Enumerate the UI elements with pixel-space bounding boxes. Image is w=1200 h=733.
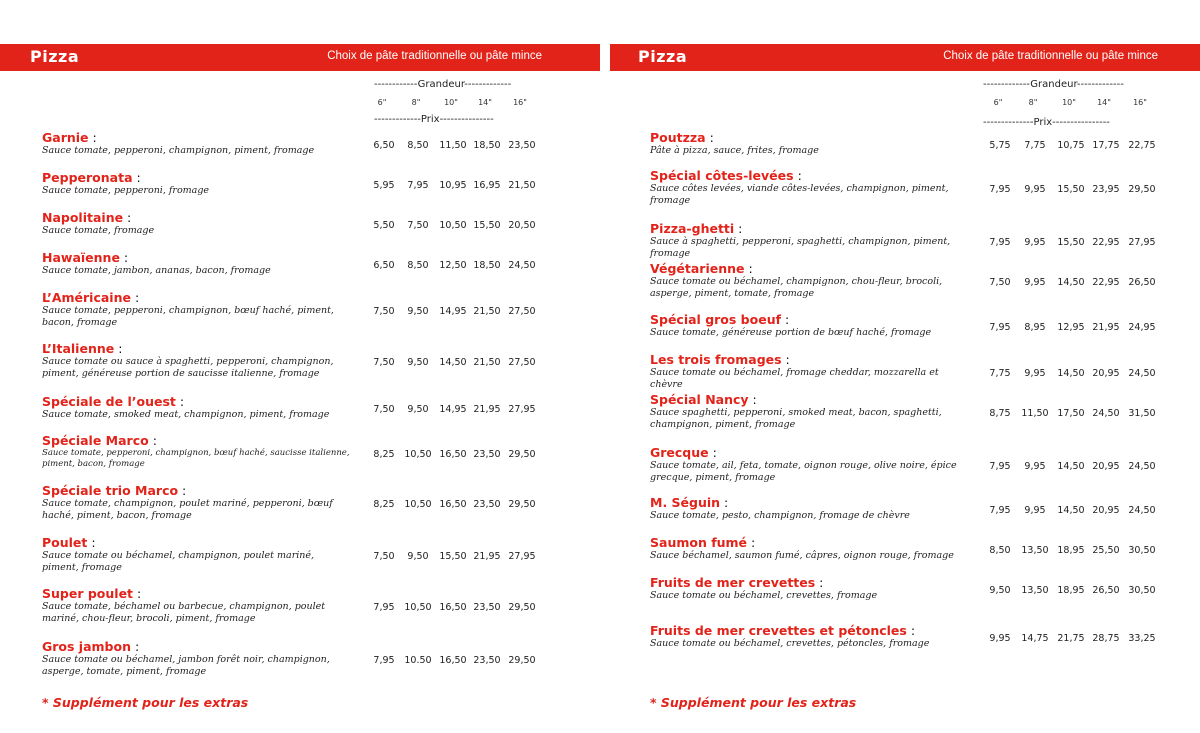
menu-item-name-text: Pizza-ghetti <box>650 221 735 236</box>
menu-item <box>42 483 352 522</box>
name-colon: : <box>114 341 123 356</box>
price-cell: 21,75 <box>1057 633 1085 644</box>
menu-item-name <box>650 535 960 550</box>
price-cell: 27,95 <box>1128 237 1156 248</box>
menu-item-name-text: Fruits de mer crevettes et pétoncles <box>650 623 907 638</box>
price-cell: 31,50 <box>1128 408 1156 419</box>
price-cell: 7,75 <box>1024 140 1046 151</box>
price-cell: 23,95 <box>1092 184 1120 195</box>
name-colon: : <box>906 623 916 638</box>
menu-item-name-text: Spéciale trio Marco <box>42 483 179 498</box>
name-colon: : <box>148 433 157 448</box>
size-label: 14" <box>1097 98 1111 107</box>
price-cell: 28,75 <box>1092 633 1120 644</box>
price-cell: 7,75 <box>989 368 1011 379</box>
price-cell: 8,75 <box>989 408 1011 419</box>
price-cell: 21,95 <box>1092 322 1120 333</box>
menu-item-name-text: Fruits de mer crevettes <box>650 575 816 590</box>
menu-item-description: Sauce tomate ou béchamel, jambon forêt noir, champignon, asperge, tomate, piment, fromage <box>42 654 330 677</box>
price-cell: 23,50 <box>473 655 501 666</box>
price-cell: 7,95 <box>407 180 429 191</box>
header-bar <box>0 44 600 71</box>
price-cell: 9,95 <box>1024 368 1046 379</box>
price-cell: 24,95 <box>1128 322 1156 333</box>
price-cell: 7,50 <box>373 306 395 317</box>
price-cell: 16,50 <box>439 602 467 613</box>
name-colon: : <box>708 445 717 460</box>
prix-header: -------------Prix--------------- <box>374 114 494 125</box>
menu-item-name <box>650 352 960 367</box>
price-cell: 7,50 <box>407 220 429 231</box>
name-colon: : <box>175 394 185 409</box>
price-cell: 26,50 <box>1128 277 1156 288</box>
price-cell: 7,95 <box>989 461 1011 472</box>
menu-item-description: Sauce tomate, ail, feta, tomate, oignon rouge, olive noire, épice grecque, piment, fromage <box>650 460 957 483</box>
price-cell: 15,50 <box>473 220 501 231</box>
menu-item <box>42 639 352 678</box>
price-cell: 9,50 <box>407 357 429 368</box>
name-colon: : <box>734 221 743 236</box>
price-cell: 24,50 <box>1128 505 1156 516</box>
menu-item-description: Sauce spaghetti, pepperoni, smoked meat, bacon, spaghetti, champignon, piment, fromage <box>650 407 942 430</box>
menu-item-description: Sauce tomate, pepperoni, champignon, piment, fromage <box>42 145 315 156</box>
price-cell: 21,50 <box>473 306 501 317</box>
menu-item-description: Sauce tomate, smoked meat, champignon, piment, fromage <box>42 409 330 420</box>
extras-note: * Supplément pour les extras <box>650 695 857 710</box>
menu-item <box>42 586 352 625</box>
menu-item-description: Sauce tomate ou béchamel, fromage cheddar, mozzarella et chèvre <box>650 367 939 390</box>
price-cell: 21,95 <box>473 404 501 415</box>
menu-item <box>650 495 960 522</box>
menu-item-name <box>42 535 352 550</box>
price-cell: 17,50 <box>1057 408 1085 419</box>
name-colon: : <box>705 130 714 145</box>
price-cell: 12,95 <box>1057 322 1085 333</box>
prix-header: --------------Prix---------------- <box>983 117 1110 128</box>
price-cell: 9,95 <box>1024 237 1046 248</box>
size-label: 14" <box>478 98 492 107</box>
price-cell: 18,50 <box>473 260 501 271</box>
menu-item-name-text: Poulet <box>42 535 88 550</box>
menu-item <box>42 170 352 197</box>
menu-item <box>42 341 352 380</box>
price-cell: 9,50 <box>407 306 429 317</box>
price-cell: 22,95 <box>1092 277 1120 288</box>
price-cell: 23,50 <box>473 499 501 510</box>
name-colon: : <box>744 261 753 276</box>
price-cell: 24,50 <box>1092 408 1120 419</box>
menu-item-description: Sauce tomate, jambon, ananas, bacon, fromage <box>42 265 271 276</box>
price-cell: 8,25 <box>373 499 395 510</box>
menu-item <box>42 250 352 277</box>
menu-item-name-text: Gros jambon <box>42 639 131 654</box>
section-subtitle: Choix de pâte traditionnelle ou pâte mince <box>327 50 542 62</box>
menu-item <box>650 261 960 300</box>
price-cell: 12,50 <box>439 260 467 271</box>
price-cell: 21,95 <box>473 551 501 562</box>
price-cell: 10,50 <box>404 499 432 510</box>
menu-item-name <box>650 168 960 183</box>
name-colon: : <box>781 352 790 367</box>
menu-item-description: Sauce béchamel, saumon fumé, câpres, oignon rouge, fromage <box>650 550 954 561</box>
menu-item-name-text: Napolitaine <box>42 210 124 225</box>
menu-item-name <box>42 210 352 225</box>
price-cell: 14,50 <box>1057 277 1085 288</box>
price-cell: 5,95 <box>373 180 395 191</box>
price-cell: 17,75 <box>1092 140 1120 151</box>
size-label: 10" <box>444 98 458 107</box>
menu-item <box>650 168 960 207</box>
menu-item-name <box>650 312 960 327</box>
price-cell: 24,50 <box>1128 461 1156 472</box>
grandeur-header: -------------Grandeur------------- <box>983 79 1124 90</box>
menu-item-name-text: Garnie <box>42 130 89 145</box>
menu-item-name <box>42 170 352 185</box>
menu-item <box>650 312 960 339</box>
name-colon: : <box>123 210 132 225</box>
price-cell: 8,50 <box>407 140 429 151</box>
section-title: Pizza <box>638 47 688 66</box>
price-cell: 8,50 <box>407 260 429 271</box>
price-cell: 23,50 <box>508 140 536 151</box>
price-cell: 20,95 <box>1092 505 1120 516</box>
menu-item-name-text: Spécial Nancy <box>650 392 749 407</box>
price-cell: 7,95 <box>989 505 1011 516</box>
menu-item <box>650 535 960 562</box>
menu-item-name <box>650 130 960 145</box>
menu-item-name-text: Hawaïenne <box>42 250 120 265</box>
price-cell: 16,50 <box>439 499 467 510</box>
menu-item-description: Sauce côtes levées, viande côtes-levées, champignon, piment, fromage <box>650 183 949 206</box>
price-cell: 7,95 <box>373 655 395 666</box>
price-cell: 27,95 <box>508 551 536 562</box>
price-cell: 15,50 <box>1057 237 1085 248</box>
price-cell: 18,50 <box>473 140 501 151</box>
menu-item-name-text: Poutzza <box>650 130 706 145</box>
size-label: 8" <box>1028 98 1038 107</box>
price-cell: 9,95 <box>1024 461 1046 472</box>
menu-item-description: Sauce tomate ou béchamel, champignon, poulet mariné, piment, fromage <box>42 550 315 573</box>
menu-item-name <box>42 639 352 654</box>
menu-item-name-text: Pepperonata <box>42 170 133 185</box>
menu-item-name-text: Spéciale Marco <box>42 433 149 448</box>
menu-item <box>42 433 352 470</box>
price-cell: 10,50 <box>404 449 432 460</box>
menu-item-name <box>42 290 352 305</box>
menu-item-name <box>42 341 352 356</box>
menu-panel-right <box>610 44 1200 724</box>
menu-item-description: Sauce tomate ou sauce à spaghetti, pepperoni, champignon, piment, généreuse portion de saucisse italienne, fromage <box>42 356 334 379</box>
menu-item-name <box>650 575 960 590</box>
price-cell: 14,75 <box>1021 633 1049 644</box>
name-colon: : <box>119 250 129 265</box>
price-cell: 20,50 <box>508 220 536 231</box>
price-cell: 23,50 <box>473 602 501 613</box>
price-cell: 14,50 <box>1057 461 1085 472</box>
menu-item-description: Sauce tomate, pepperoni, champignon, bœuf haché, saucisse italienne, piment, bacon, fromage <box>42 448 350 469</box>
menu-item-description: Sauce tomate, pepperoni, fromage <box>42 185 210 196</box>
price-cell: 10,50 <box>404 602 432 613</box>
name-colon: : <box>133 586 142 601</box>
price-cell: 24,50 <box>508 260 536 271</box>
size-label: 6" <box>993 98 1003 107</box>
price-cell: 21,50 <box>473 357 501 368</box>
price-cell: 9,50 <box>407 404 429 415</box>
menu-item-name-text: Saumon fumé <box>650 535 748 550</box>
menu-item-description: Sauce à spaghetti, pepperoni, spaghetti, champignon, piment, fromage <box>650 236 951 259</box>
price-cell: 26,50 <box>1092 585 1120 596</box>
price-cell: 9,95 <box>1024 184 1046 195</box>
header-bar <box>610 44 1200 71</box>
menu-item-description: Sauce tomate, béchamel ou barbecue, champignon, poulet mariné, chou-fleur, brocoli, piment, fromage <box>42 601 326 624</box>
menu-item-name-text: Spécial côtes-levées <box>650 168 794 183</box>
price-cell: 33,25 <box>1128 633 1156 644</box>
price-cell: 7,50 <box>989 277 1011 288</box>
price-cell: 10.50 <box>404 655 432 666</box>
menu-panel-left <box>0 44 600 724</box>
menu-item-description: Pâte à pizza, sauce, frites, fromage <box>650 145 819 156</box>
menu-item-name-text: Spécial gros boeuf <box>650 312 782 327</box>
menu-item <box>42 290 352 329</box>
price-cell: 24,50 <box>1128 368 1156 379</box>
size-label: 8" <box>411 98 421 107</box>
price-cell: 25,50 <box>1092 545 1120 556</box>
price-cell: 21,50 <box>508 180 536 191</box>
menu-item-name <box>42 130 352 145</box>
name-colon: : <box>87 535 96 550</box>
price-cell: 15,50 <box>1057 184 1085 195</box>
price-cell: 27,50 <box>508 357 536 368</box>
size-label: 6" <box>377 98 387 107</box>
price-cell: 22,95 <box>1092 237 1120 248</box>
price-cell: 11,50 <box>1021 408 1049 419</box>
price-cell: 7,95 <box>989 237 1011 248</box>
price-cell: 16,95 <box>473 180 501 191</box>
price-cell: 29,50 <box>1128 184 1156 195</box>
menu-item-description: Sauce tomate ou béchamel, crevettes, pétoncles, fromage <box>650 638 930 649</box>
price-cell: 14,95 <box>439 404 467 415</box>
menu-item <box>650 392 960 431</box>
section-subtitle: Choix de pâte traditionnelle ou pâte mince <box>943 50 1158 62</box>
price-cell: 22,75 <box>1128 140 1156 151</box>
menu-item-name <box>42 483 352 498</box>
menu-item-description: Sauce tomate, généreuse portion de bœuf haché, fromage <box>650 327 932 338</box>
price-cell: 7,95 <box>989 184 1011 195</box>
price-cell: 14,50 <box>1057 368 1085 379</box>
price-cell: 9,50 <box>989 585 1011 596</box>
price-cell: 27,50 <box>508 306 536 317</box>
price-cell: 29,50 <box>508 602 536 613</box>
menu-item-name-text: M. Séguin <box>650 495 721 510</box>
menu-item <box>42 535 352 574</box>
price-cell: 8,25 <box>373 449 395 460</box>
section-title: Pizza <box>30 47 80 66</box>
price-cell: 14,50 <box>1057 505 1085 516</box>
menu-item-name-text: Spéciale de l’ouest <box>42 394 176 409</box>
price-cell: 7,95 <box>373 602 395 613</box>
price-cell: 29,50 <box>508 449 536 460</box>
price-cell: 5,75 <box>989 140 1011 151</box>
menu-item-description: Sauce tomate ou béchamel, champignon, chou-fleur, brocoli, asperge, piment, tomate, fromage <box>650 276 943 299</box>
menu-item <box>650 221 960 260</box>
price-cell: 16,50 <box>439 449 467 460</box>
menu-item-name-text: L’Italienne <box>42 341 115 356</box>
menu-item-name-text: Grecque <box>650 445 709 460</box>
price-cell: 6,50 <box>373 140 395 151</box>
price-cell: 14,50 <box>439 357 467 368</box>
name-colon: : <box>178 483 187 498</box>
name-colon: : <box>747 535 756 550</box>
size-label: 10" <box>1062 98 1076 107</box>
price-cell: 7,50 <box>373 551 395 562</box>
menu-item <box>650 445 960 484</box>
price-cell: 18,95 <box>1057 585 1085 596</box>
name-colon: : <box>130 290 140 305</box>
name-colon: : <box>793 168 802 183</box>
menu-item-description: Sauce tomate, pepperoni, champignon, bœuf haché, piment, bacon, fromage <box>42 305 334 328</box>
menu-item <box>42 210 352 237</box>
menu-item <box>650 623 960 650</box>
size-label: 16" <box>1133 98 1147 107</box>
price-cell: 15,50 <box>439 551 467 562</box>
menu-item-name <box>42 433 352 448</box>
name-colon: : <box>720 495 729 510</box>
menu-item-description: Sauce tomate, pesto, champignon, fromage de chèvre <box>650 510 910 521</box>
price-cell: 9,50 <box>407 551 429 562</box>
price-cell: 9,95 <box>989 633 1011 644</box>
price-cell: 30,50 <box>1128 545 1156 556</box>
price-cell: 5,50 <box>373 220 395 231</box>
menu-item-name-text: Végétarienne <box>650 261 745 276</box>
name-colon: : <box>130 639 140 654</box>
menu-item-name <box>42 394 352 409</box>
price-cell: 6,50 <box>373 260 395 271</box>
price-cell: 10,95 <box>439 180 467 191</box>
menu-item <box>650 130 960 157</box>
menu-item-name-text: Super poulet <box>42 586 134 601</box>
price-cell: 9,95 <box>1024 505 1046 516</box>
price-cell: 11,50 <box>439 140 467 151</box>
menu-item-description: Sauce tomate ou béchamel, crevettes, fromage <box>650 590 878 601</box>
menu-item-name <box>42 250 352 265</box>
name-colon: : <box>88 130 97 145</box>
menu-item-name <box>650 623 960 638</box>
name-colon: : <box>781 312 790 327</box>
menu-item-name-text: Les trois fromages <box>650 352 782 367</box>
price-cell: 29,50 <box>508 655 536 666</box>
menu-item <box>650 575 960 602</box>
extras-note: * Supplément pour les extras <box>42 695 249 710</box>
menu-item <box>42 130 352 157</box>
name-colon: : <box>815 575 824 590</box>
menu-item <box>42 394 352 421</box>
price-cell: 13,50 <box>1021 585 1049 596</box>
menu-item-name <box>650 261 960 276</box>
price-cell: 27,95 <box>508 404 536 415</box>
name-colon: : <box>748 392 757 407</box>
menu-item <box>650 352 960 391</box>
size-label: 16" <box>513 98 527 107</box>
menu-item-name <box>650 392 960 407</box>
menu-item-name <box>42 586 352 601</box>
price-cell: 13,50 <box>1021 545 1049 556</box>
price-cell: 7,50 <box>373 404 395 415</box>
menu-item-name-text: L’Américaine <box>42 290 131 305</box>
price-cell: 10,75 <box>1057 140 1085 151</box>
price-cell: 20,95 <box>1092 368 1120 379</box>
menu-item-name <box>650 221 960 236</box>
price-cell: 29,50 <box>508 499 536 510</box>
price-cell: 14,95 <box>439 306 467 317</box>
grandeur-header: ------------Grandeur------------- <box>374 79 512 90</box>
price-cell: 20,95 <box>1092 461 1120 472</box>
menu-item-name <box>650 445 960 460</box>
price-cell: 8,95 <box>1024 322 1046 333</box>
price-cell: 8,50 <box>989 545 1011 556</box>
price-cell: 18,95 <box>1057 545 1085 556</box>
price-cell: 23,50 <box>473 449 501 460</box>
price-cell: 16,50 <box>439 655 467 666</box>
price-cell: 7,95 <box>989 322 1011 333</box>
price-cell: 7,50 <box>373 357 395 368</box>
price-cell: 10,50 <box>439 220 467 231</box>
price-cell: 9,95 <box>1024 277 1046 288</box>
menu-item-name <box>650 495 960 510</box>
price-cell: 30,50 <box>1128 585 1156 596</box>
menu-item-description: Sauce tomate, champignon, poulet mariné, pepperoni, bœuf haché, piment, bacon, fromage <box>42 498 333 521</box>
menu-item-description: Sauce tomate, fromage <box>42 225 155 236</box>
name-colon: : <box>132 170 141 185</box>
